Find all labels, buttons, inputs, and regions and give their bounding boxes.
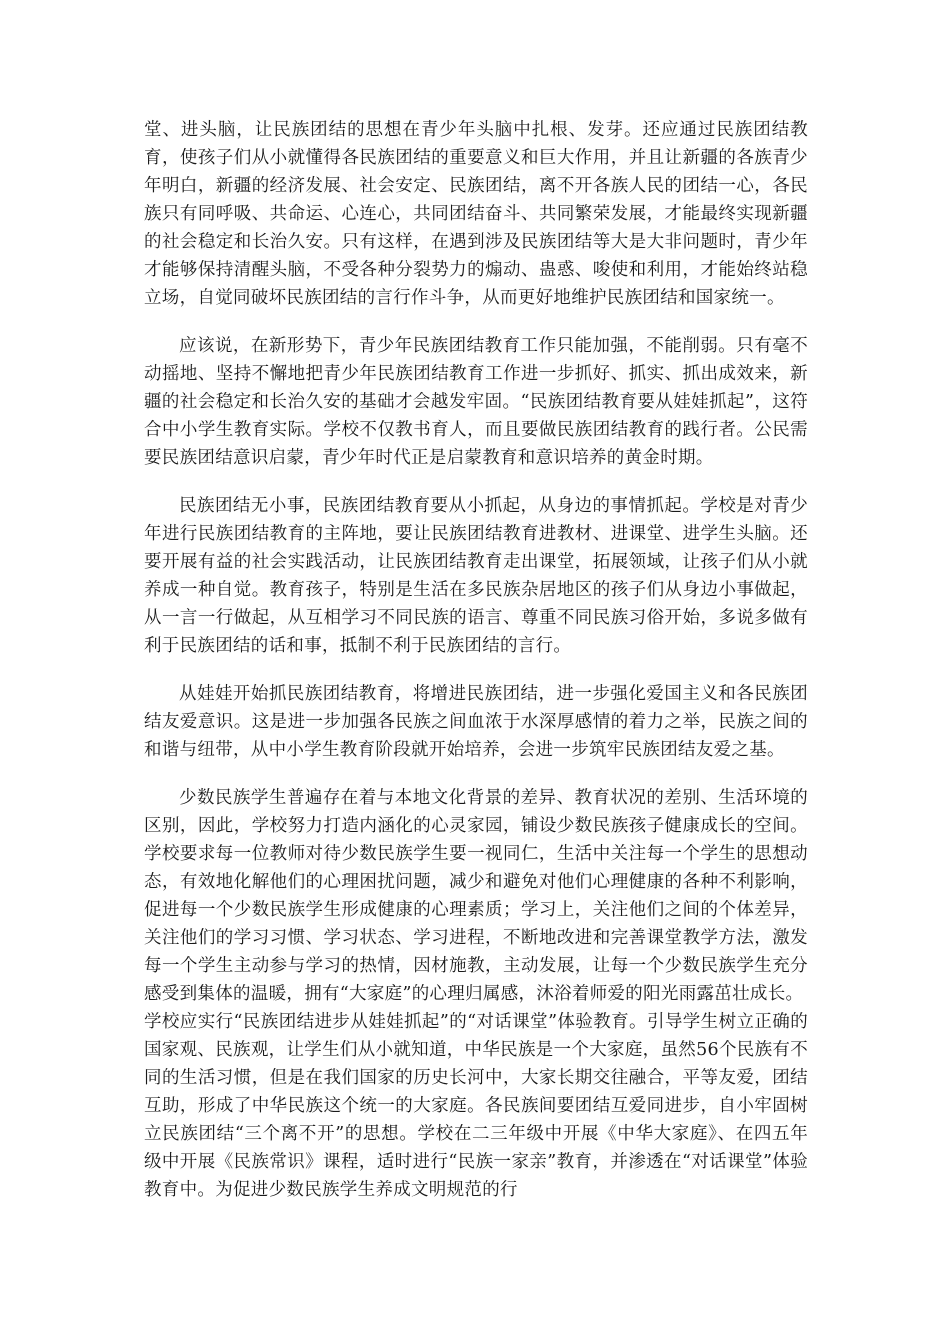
paragraph-minority-students: 少数民族学生普遍存在着与本地文化背景的差异、教育状况的差别、生活环境的区别，因此，学校努力打造内涵化的心灵家园，铺设少数民族孩子健康成长的空间。学校要求每一位教师对待少数民族学生要一视同仁，生活中关注每一个学生的思想动态，有效地化解他们的心理困扰问题，减少和避免对他们心理健康的各种不利影响，促进每一个少数民族学生形成健康的心理素质；学习上，关注他们之间的个体差异，关注他们的学习习惯、学习状态、学习进程，不断地改进和完善课堂教学方法，激发每一个学生主动参与学习的热情，因材施教，主动发展，让每一个少数民族学生充分感受到集体的温暖，拥有“大家庭”的心理归属感，沐浴着师爱的阳光雨露茁壮成长。 (144, 788, 808, 1004)
paragraph-from-children: 从娃娃开始抓民族团结教育，将增进民族团结，进一步强化爱国主义和各民族团结友爱意识。这是进一步加强各民族之间血浓于水深厚感情的着力之举，民族之间的和谐与纽带，从中小学生教育阶段就开始培养，会进一步筑牢民族团结友爱之基。 (144, 684, 808, 760)
paragraph-no-small-matter: 民族团结无小事，民族团结教育要从小抓起，从身边的事情抓起。学校是对青少年进行民族团结教育的主阵地，要让民族团结教育进教材、进课堂、进学生头脑。还要开展有益的社会实践活动，让民族团结教育走出课堂，拓展领域，让孩子们从小就养成一种自觉。教育孩子，特别是生活在多民族杂居地区的孩子们从身边小事做起，从一言一行做起，从互相学习不同民族的语言、尊重不同民族习俗开始，多说多做有利于民族团结的话和事，抵制不利于民族团结的言行。 (144, 496, 808, 656)
paragraph-continuation: 堂、进头脑，让民族团结的思想在青少年头脑中扎根、发芽。还应通过民族团结教育，使孩子们从小就懂得各民族团结的重要意义和巨大作用，并且让新疆的各族青少年明白，新疆的经济发展、社会安定、民族团结，离不开各族人民的团结一心，各民族只有同呼吸、共命运、心连心，共同团结奋斗、共同繁荣发展，才能最终实现新疆的社会稳定和长治久安。只有这样，在遇到涉及民族团结等大是大非问题时，青少年才能够保持清醒头脑，不受各种分裂势力的煽动、蛊惑、唆使和利用，才能始终站稳立场，自觉同破坏民族团结的言行作斗争，从而更好地维护民族团结和国家统一。 (144, 120, 808, 308)
document-body (144, 116, 808, 1204)
paragraph-new-situation: 应该说，在新形势下，青少年民族团结教育工作只能加强，不能削弱。只有毫不动摇地、坚持不懈地把青少年民族团结教育工作进一步抓好、抓实、抓出成效来，新疆的社会稳定和长治久安的基础才会越发牢固。“民族团结教育要从娃娃抓起”，这符合中小学生教育实际。学校不仅教书育人，而且要做民族团结教育的践行者。公民需要民族团结意识启蒙，青少年时代正是启蒙教育和意识培养的黄金时期。 (144, 336, 808, 468)
paragraph-dialogue-classroom: 学校应实行“民族团结进步从娃娃抓起”的“对话课堂”体验教育。引导学生树立正确的国家观、民族观，让学生们从小就知道，中华民族是一个大家庭，虽然56个民族有不同的生活习惯，但是在我们国家的历史长河中，大家长期交往融合，平等友爱，团结互助，形成了中华民族这个统一的大家庭。各民族间要团结互爱同进步，自小牢固树立民族团结“三个离不开”的思想。学校在二三年级中开展《中华大家庭》、在四五年级中开展《民族常识》课程，适时进行“民族一家亲”教育，并渗透在“对话课堂”体验教育中。为促进少数民族学生养成文明规范的行 (144, 1012, 808, 1200)
